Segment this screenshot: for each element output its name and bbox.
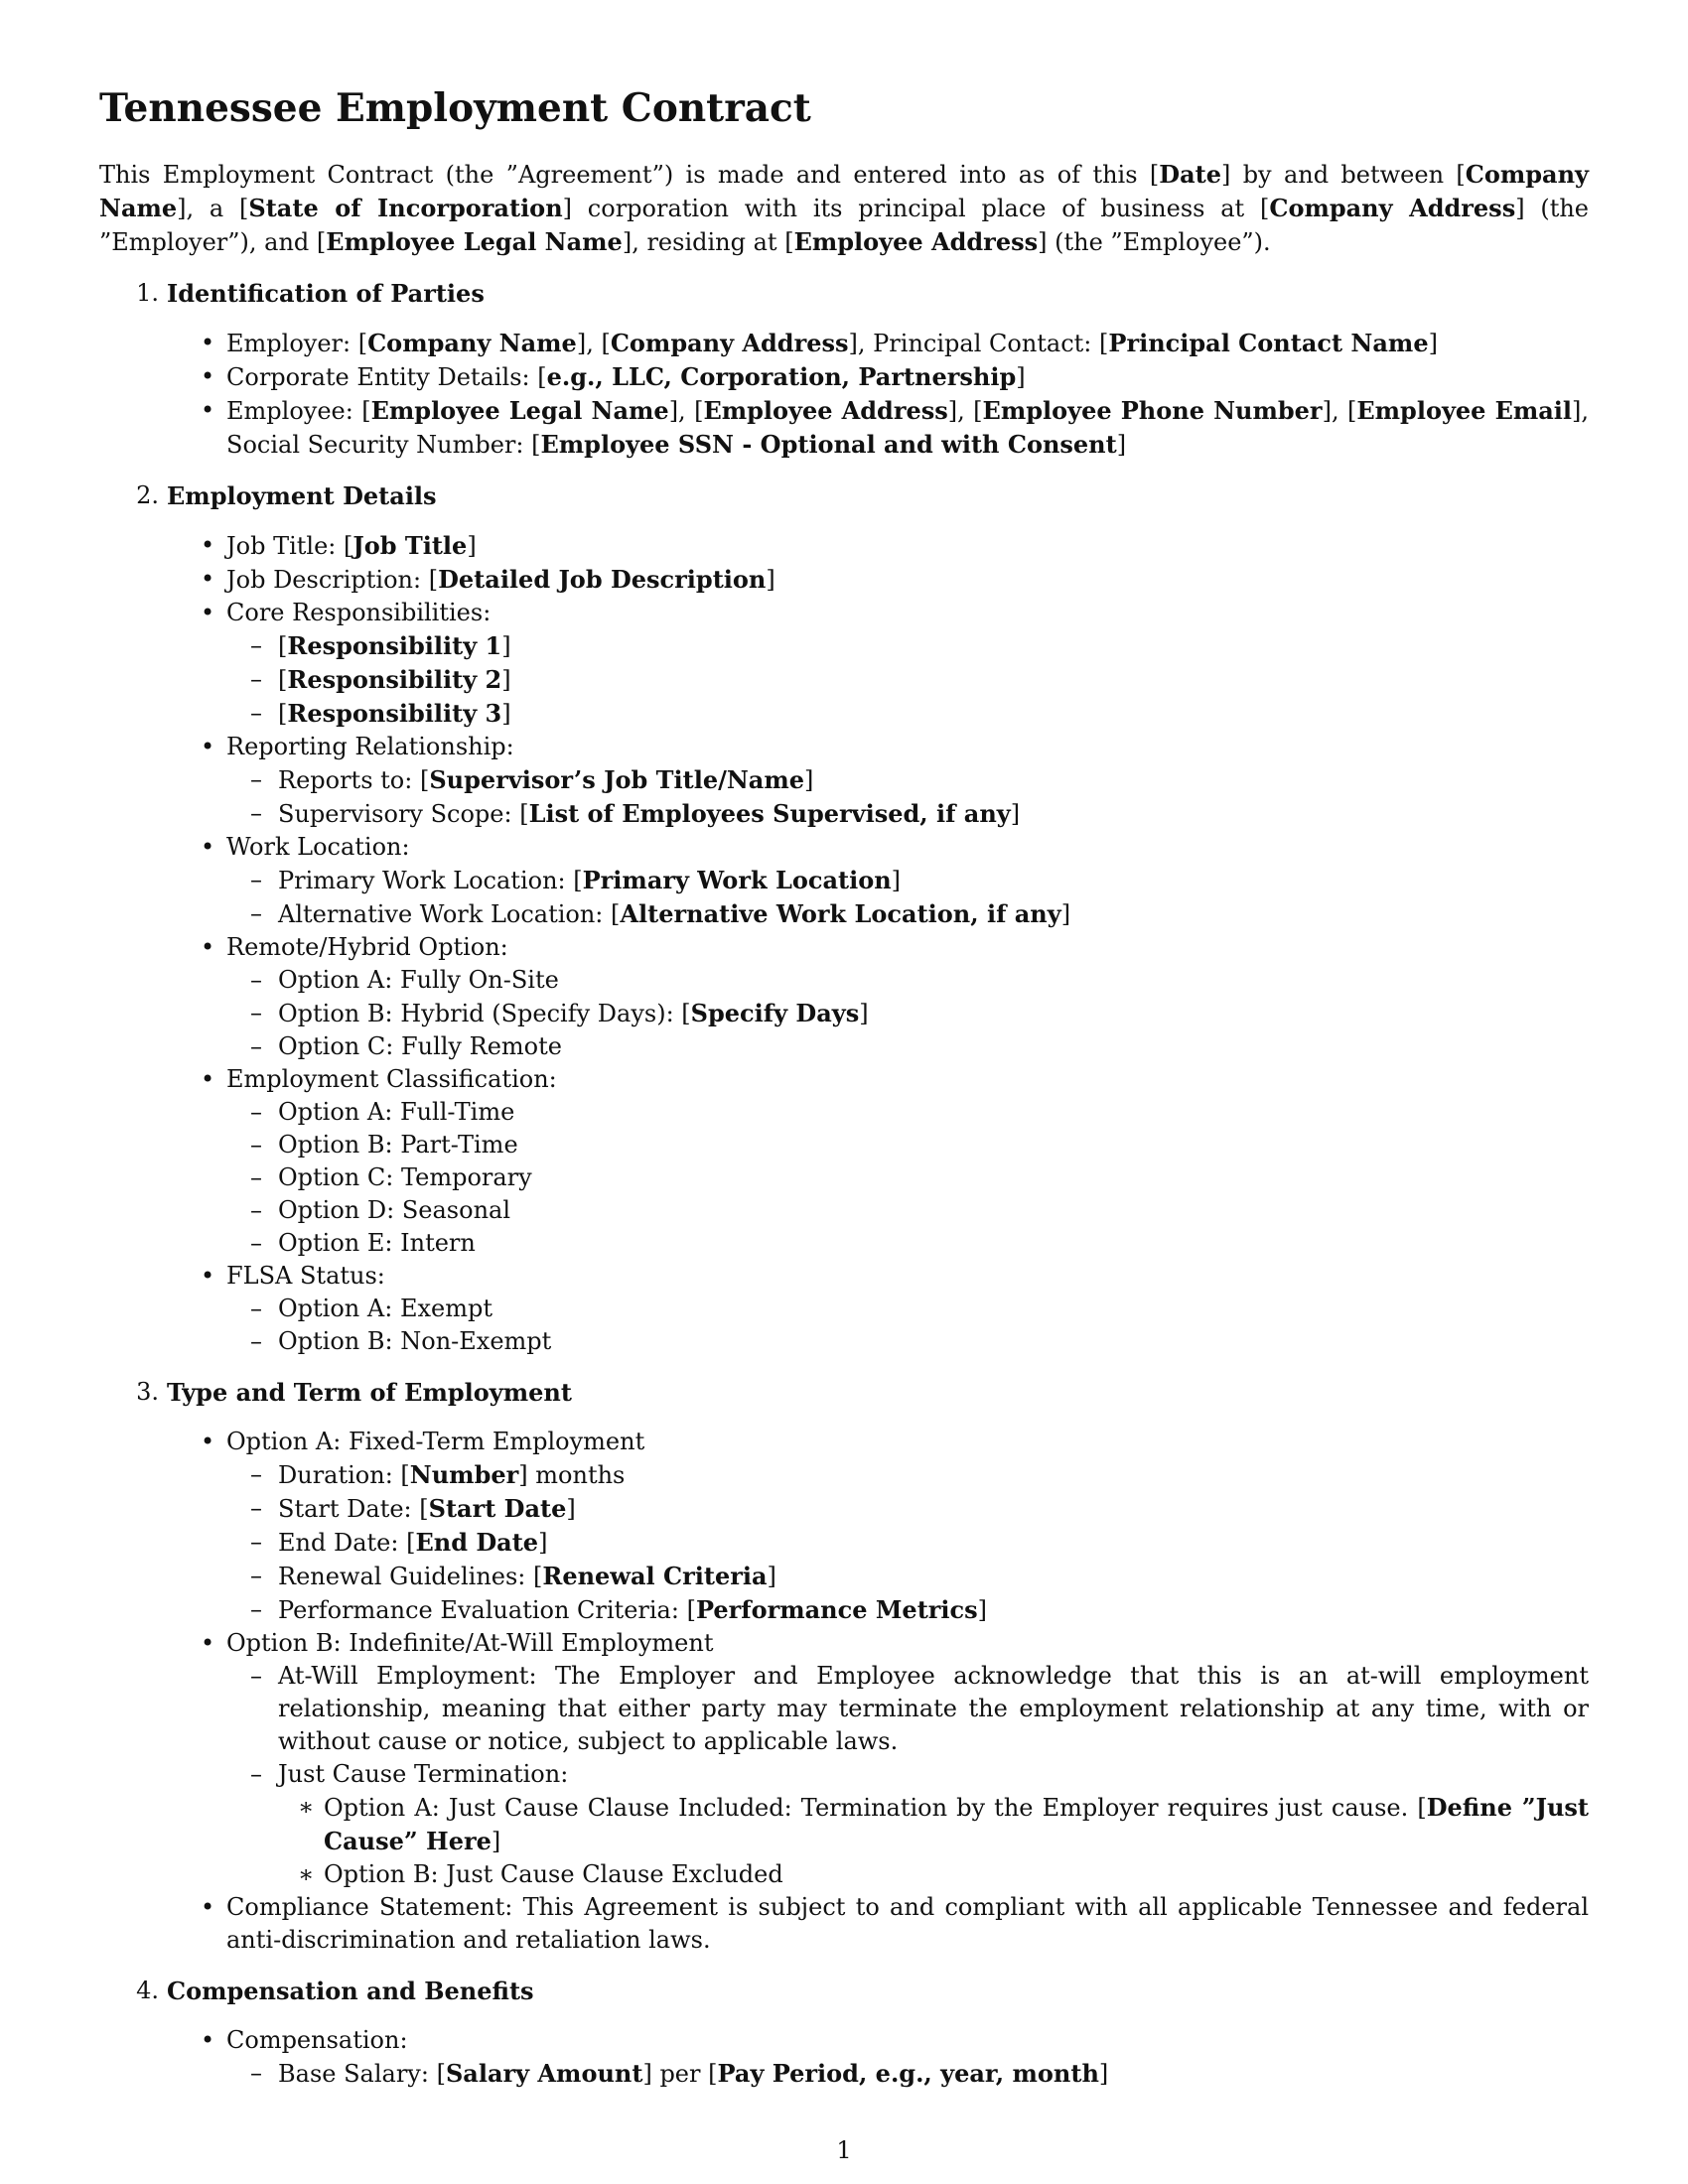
- bullet-list: [99, 2024, 1589, 2091]
- list-item: – Option A: Full-Time: [278, 1096, 1589, 1129]
- list-item: – Option A: Fully On-Site: [278, 964, 1589, 997]
- list-item: – Option C: Fully Remote: [278, 1030, 1589, 1063]
- date-placeholder: Date: [1159, 159, 1221, 189]
- list-item: – Option B: Non-Exempt: [278, 1325, 1589, 1358]
- list-item: – At-Will Employment: The Employer and Employee acknowledge that this is an at-will employment relationship, meaning that either party may terminate the employment relationship at any time, with or without cause or notice, subject to applicable laws.: [278, 1660, 1589, 1758]
- list-item: – Option A: Exempt: [278, 1293, 1589, 1325]
- list-item: – Duration: [Number] months: [278, 1458, 1589, 1492]
- list-item-flsa: • FLSA Status: – Option A: Exempt – Option B: Non-Exempt: [226, 1260, 1589, 1358]
- list-item: – [Responsibility 3]: [278, 697, 1589, 731]
- section-heading: 3. Type and Term of Employment: [136, 1377, 572, 1407]
- section-compensation: [99, 1975, 1589, 2091]
- section-heading: 1. Identification of Parties: [136, 278, 485, 308]
- employee-name-placeholder: Employee Legal Name: [326, 226, 623, 256]
- list-item: – Renewal Guidelines: [Renewal Criteria]: [278, 1560, 1589, 1593]
- list-item: – Supervisory Scope: [List of Employees Supervised, if any]: [278, 797, 1589, 831]
- intro-paragraph: This Employment Contract (the ”Agreement”) is made and entered into as of this [Date] by and between [Company Name], a [State of Incorporation] corporation with its principal place of business at [Company Address] (the ”Employer”), and [Employee Legal Name], residing at [Employee Address] (the ”Employee”).: [99, 159, 1590, 256]
- employee-address-placeholder: Employee Address: [793, 226, 1039, 256]
- list-item: – End Date: [End Date]: [278, 1526, 1589, 1560]
- list-item: – Primary Work Location: [Primary Work Location]: [278, 864, 1589, 897]
- list-item: ∗ Option A: Just Cause Clause Included: Termination by the Employer requires just cause. [Define ”Just Cause” Here]: [324, 1791, 1589, 1858]
- list-item: – Alternative Work Location: [Alternative Work Location, if any]: [278, 897, 1589, 931]
- section-identification: [99, 277, 1589, 462]
- list-item-compensation: • Compensation: – Base Salary: [Salary Amount] per [Pay Period, e.g., year, month]: [226, 2024, 1589, 2091]
- bullet-list: [99, 1426, 1589, 1957]
- list-item: – Option B: Part-Time: [278, 1129, 1589, 1161]
- list-item-classification: • Employment Classification: – Option A: Full-Time – Option B: Part-Time – Option C: Temporary – Option D: Seasonal – Option E: Intern: [226, 1063, 1589, 1260]
- list-item-work-location: • Work Location: – Primary Work Location: [Primary Work Location] – Alternative Work Location: [Alternative Work Location, if any]: [226, 831, 1589, 931]
- list-item-fixed-term: • Option A: Fixed-Term Employment – Duration: [Number] months – Start Date: [Start Date] – End Date: [End Date] – Renewal Guidelines: [Renewal Criteria] – Performance Evaluation Criteria: [Performance Metrics]: [226, 1426, 1589, 1627]
- list-item: – Option C: Temporary: [278, 1161, 1589, 1194]
- list-item: – Base Salary: [Salary Amount] per [Pay Period, e.g., year, month]: [278, 2057, 1589, 2091]
- section-employment-details: [99, 479, 1589, 1358]
- list-item: – Performance Evaluation Criteria: [Performance Metrics]: [278, 1593, 1589, 1627]
- list-item: – Option E: Intern: [278, 1227, 1589, 1260]
- page-number: 1: [836, 2136, 852, 2164]
- state-placeholder: State of Incorporation: [248, 193, 563, 222]
- list-item-at-will: • Option B: Indefinite/At-Will Employment – At-Will Employment: The Employer and Employee acknowledge that this is an at-will employment relationship, meaning that either party may terminate the employment relationship at any time, with or without cause or notice, subject to applicable laws. – Just Cause Termination: ∗ Option A: Just Cause Clause Included: Termination by the Employer requires just cause. [Define ”Just Cause” Here] ∗ Option B: Just Cause Clause Excluded: [226, 1627, 1589, 1891]
- list-item: – Just Cause Termination: ∗ Option A: Just Cause Clause Included: Termination by the Employer requires just cause. [Define ”Just Cause” Here] ∗ Option B: Just Cause Clause Excluded: [278, 1758, 1589, 1891]
- list-item-entity: • Corporate Entity Details: [e.g., LLC, Corporation, Partnership]: [226, 360, 1589, 394]
- list-item: ∗ Option B: Just Cause Clause Excluded: [324, 1858, 1589, 1891]
- list-item-job-title: • Job Title: [Job Title]: [226, 529, 1589, 563]
- section-heading: 2. Employment Details: [136, 480, 437, 510]
- section-type-and-term: [99, 1376, 1589, 1957]
- list-item-employer: • Employer: [Company Name], [Company Address], Principal Contact: [Principal Contact Name]: [226, 327, 1589, 360]
- list-item: – Option D: Seasonal: [278, 1194, 1589, 1227]
- section-heading: 4. Compensation and Benefits: [136, 1976, 534, 2005]
- list-item-employee: • Employee: [Employee Legal Name], [Employee Address], [Employee Phone Number], [Employee Email], Social Security Number: [Employee SSN - Optional and with Consent]: [226, 394, 1589, 462]
- list-item: – Reports to: [Supervisor’s Job Title/Name]: [278, 763, 1589, 797]
- bullet-list: [99, 529, 1589, 1358]
- list-item: – Option B: Hybrid (Specify Days): [Specify Days]: [278, 997, 1589, 1030]
- document-page: [99, 85, 1589, 2091]
- list-item: – [Responsibility 1]: [278, 629, 1589, 663]
- list-item-core-responsibilities: • Core Responsibilities: – [Responsibility 1] – [Responsibility 2] – [Responsibility 3]: [226, 597, 1589, 731]
- list-item-compliance: • Compliance Statement: This Agreement is subject to and compliant with all applicable Tennessee and federal anti-discrimination and retaliation laws.: [226, 1891, 1589, 1957]
- list-item: – Start Date: [Start Date]: [278, 1492, 1589, 1526]
- document-title: Tennessee Employment Contract: [99, 85, 811, 131]
- list-item-reporting: • Reporting Relationship: – Reports to: [Supervisor’s Job Title/Name] – Supervisory Scope: [List of Employees Supervised, if any]: [226, 731, 1589, 831]
- list-item-job-description: • Job Description: [Detailed Job Description]: [226, 563, 1589, 597]
- list-item: – [Responsibility 2]: [278, 663, 1589, 697]
- bullet-list: [99, 327, 1589, 462]
- company-name-placeholder: Company Name: [99, 159, 1589, 222]
- company-address-placeholder: Company Address: [1269, 193, 1516, 222]
- list-item-remote-hybrid: • Remote/Hybrid Option: – Option A: Fully On-Site – Option B: Hybrid (Specify Days): [Specify Days] – Option C: Fully Remote: [226, 931, 1589, 1063]
